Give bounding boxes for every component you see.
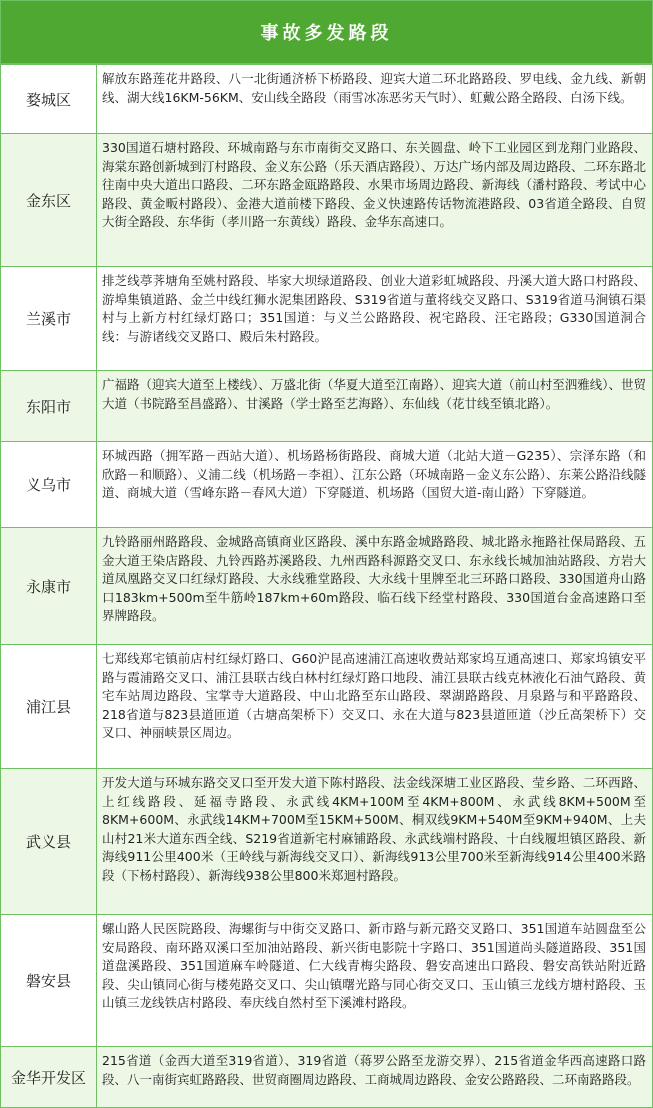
table-row xyxy=(1,64,652,133)
table-row xyxy=(1,1046,652,1107)
district-name: 金华开发区 xyxy=(1,1047,97,1107)
district-name: 磐安县 xyxy=(1,915,97,1046)
table-row xyxy=(1,768,652,914)
district-name: 武义县 xyxy=(1,769,97,914)
road-sections: 螺山路人民医院路段、海螺街与中街交叉路口、新市路与新元路交叉路口、351国道车站圆盘至公安局路段、南环路双溪口至加油站路段、新兴街电影院十字路口、351国道尚头隧道路段、351国道盘溪路段、351国道麻车岭隧道、仁大线青梅尖路段、磐安高速出口路段、磐安高铁站附近路段、尖山镇同心街与楼苑路交叉口、尖山镇曙光路与同心街交叉口、玉山镇三龙线方塘村路段、玉山镇三龙线铁店村路段、奉庆线自然村至下溪滩村路段。 xyxy=(102,921,646,1010)
road-sections: 排芝线葶荠塘角至姚村路段、毕家大坝绿道路段、创业大道彩虹城路段、丹溪大道大路口村路段、游埠集镇道路、金兰中线红狮水泥集团路段、S319省道与董将线交叉路口、S319省道马涧镇石渠村与上新方村红绿灯路口；351国道：与义兰公路路段、祝宅路段、汪宅路段；G330国道洞合线：与游诸线交叉路口、殿后朱村路段。 xyxy=(102,273,646,344)
road-sections: 开发大道与环城东路交叉口至开发大道下陈村路段、法金线深塘工业区路段、莹乡路、二环西路、上红线路段、延福寺路段、永武线4KM+100M至4KM+800M、永武线8KM+500M至8KM+600M、永武线14KM+700M至15KM+500M、桐双线9KM+540M至9KM+940M、上夫山村21米大道东西全线、S219省道新宅村麻铺路段、永武线端村路段、十白线履坦镇区路段、新海线911公里400米（王岭线与新海线交叉口）、新海线913公里700米至新海线914公里400米路段（下杨村路段）、新海线938公里800米郑迴村路段。 xyxy=(102,775,646,883)
road-sections: 环城西路（拥军路－西站大道）、机场路杨街路段、商城大道（北站大道－G235）、宗泽东路（和欣路－和顺路）、义浦二线（机场路－李祖）、江东公路（环城南路－金义东公路）、东莱公路沿线隧道、商城大道（雪峰东路－春风大道）下穿隧道、机场路（国贸大道-南山路）下穿隧道。 xyxy=(102,448,646,500)
road-sections: 九铃路丽州路路段、金城路高镇商业区路段、溪中东路金城路路段、城北路永拖路社保局路段、五金大道王染店路段、九铃西路苏溪路段、九州西路科源路交叉口、东永线长城加油站路段、方岩大道凤凰路交叉口红绿灯路段、大永线雅堂路段、大永线十里牌至北三环路口路段、330国道舟山路口183km+500m至牛筋岭187km+60m路段、临石线下经堂村路段、330国道台金高速路口至界牌路段。 xyxy=(102,534,646,623)
table-row xyxy=(1,527,652,644)
table-title: 事故多发路段 xyxy=(1,1,652,64)
district-name: 浦江县 xyxy=(1,645,97,768)
district-name: 东阳市 xyxy=(1,371,97,441)
table-row xyxy=(1,441,652,527)
table-row xyxy=(1,914,652,1046)
road-sections: 330国道石塘村路段、环城南路与东市南街交叉路口、东关圆盘、岭下工业园区到龙翔门业路段、海棠东路创新城到汀村路段、金义东公路（乐天酒店路段）、万达广场内部及周边路段、二环东路北往南中央大道出口路段、二环东路金瓯路路段、水果市场周边路段、新海线（潘村路段、考试中心路段、黄金畈村路段）、金港大道前楼下路段、金义快速路传话物流港路段、03省道全路段、自贸大街全路段、东华街（孝川路一东黄线）路段、金华东高速口。 xyxy=(102,140,646,229)
table-row xyxy=(1,133,652,266)
road-sections: 广福路（迎宾大道至上楼线）、万盛北街（华夏大道至江南路）、迎宾大道（前山村至泗雅线）、世贸大道（书院路至昌盛路）、甘溪路（学士路至艺海路）、东仙线（花廿线至镇北路）。 xyxy=(102,377,646,411)
district-name: 婺城区 xyxy=(1,65,97,133)
road-sections: 215省道（金西大道至319省道）、319省道（蒋罗公路至龙游交界）、215省道金华西高速路口路段、八一南街宾虹路路段、世贸商圈周边路段、工商城周边路段、金安公路路段、二环南路路段。 xyxy=(102,1053,646,1087)
district-name: 金东区 xyxy=(1,134,97,266)
table-row xyxy=(1,644,652,768)
district-name: 永康市 xyxy=(1,528,97,644)
road-sections: 解放东路莲花井路段、八一北街通济桥下桥路段、迎宾大道二环北路路段、罗电线、金九线、新朝线、湖大线16KM-56KM、安山线全路段（雨雪冰冻恶劣天气时）、虹戴公路全路段、白汤下线。 xyxy=(102,71,646,105)
district-name: 义乌市 xyxy=(1,442,97,527)
table-row xyxy=(1,266,652,370)
road-sections: 七郑线郑宅镇前店村红绿灯路口、G60沪昆高速浦江高速收费站郑家坞互通高速口、郑家坞镇安平路与霞浦路交叉口、浦江县联古线白林村红绿灯路口地段、浦江县联古线克林液化石油气路段、黄宅车站周边路段、宝掌寺大道路段、中山北路至东山路段、翠湖路路段、月泉路与和平路路段、218省道与823县道匝道（古塘高架桥下）交叉口、永在大道与823县道匝道（沙丘高架桥下）交叉口、神丽峡景区周边。 xyxy=(102,651,646,740)
district-name: 兰溪市 xyxy=(1,267,97,370)
table-row xyxy=(1,370,652,441)
